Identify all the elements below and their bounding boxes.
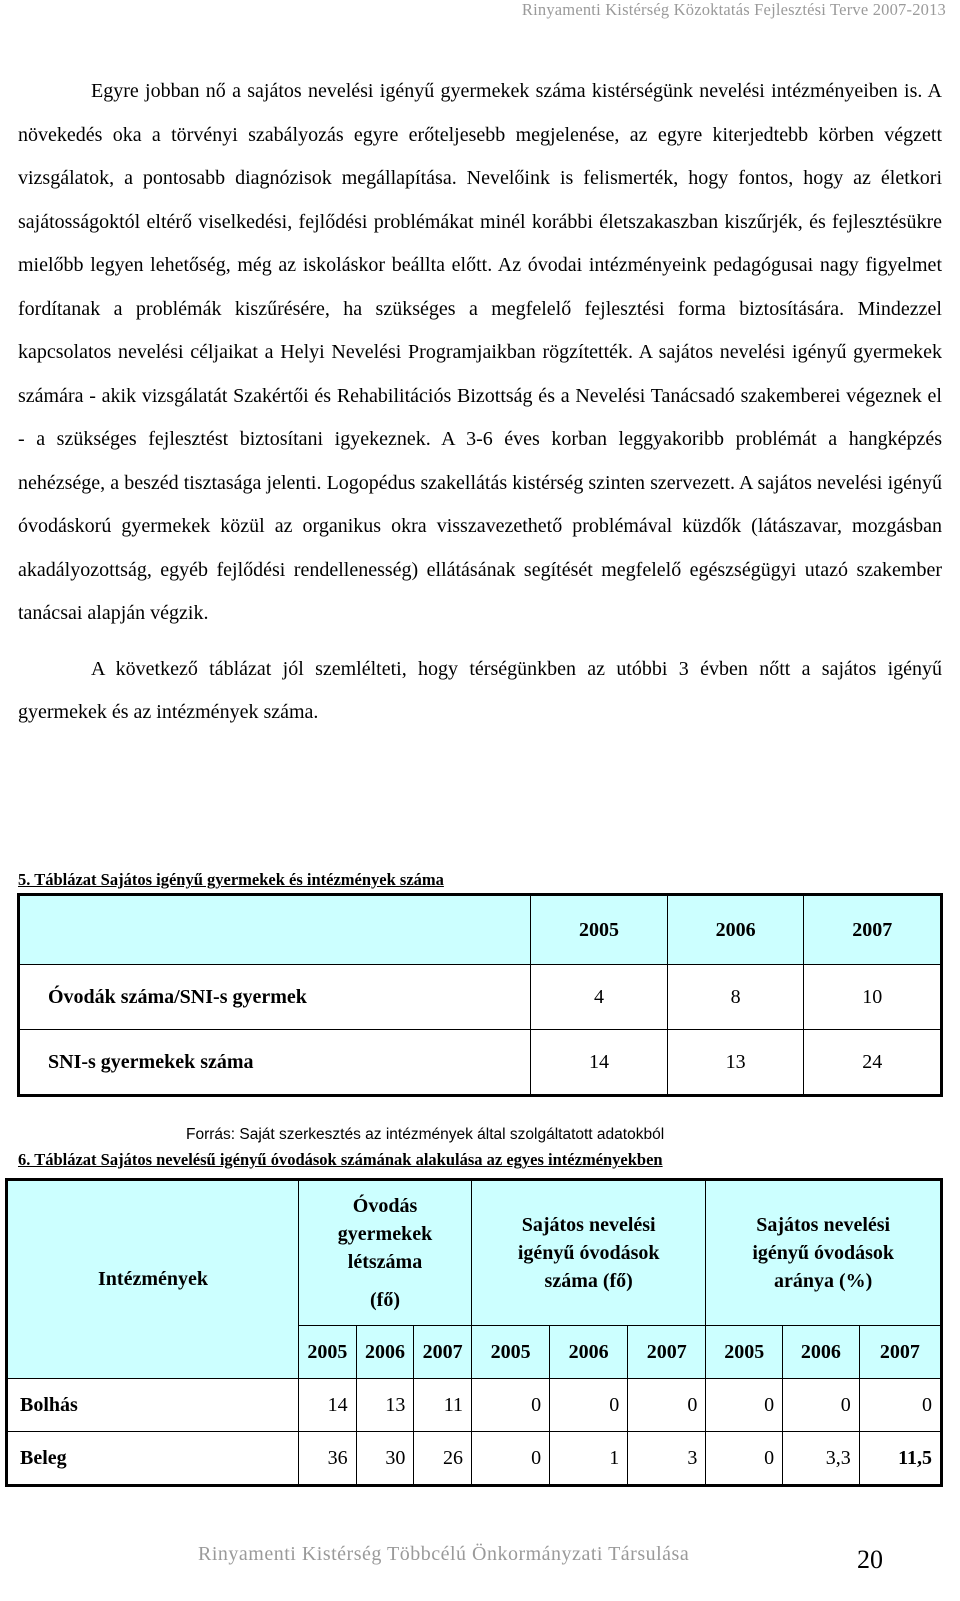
cell-value: 3,3 (783, 1432, 860, 1486)
cell-value: 0 (783, 1379, 860, 1432)
cell-value: 24 (804, 1030, 942, 1096)
table5-caption: 5. Táblázat Sajátos igényű gyermekek és intézmények száma (18, 870, 444, 889)
cell-value: 1 (550, 1432, 628, 1486)
table5 (17, 893, 943, 1097)
year-cell: 2006 (783, 1326, 860, 1379)
group1-title: Óvodás gyermekek létszáma (337, 1195, 433, 1273)
year-cell: 2006 (550, 1326, 628, 1379)
year-cell: 2005 (299, 1326, 357, 1379)
col-header-group3 (706, 1180, 942, 1326)
table-row (19, 965, 942, 1030)
cell-value: 0 (706, 1432, 783, 1486)
cell-value: 0 (472, 1379, 550, 1432)
cell-value: 26 (414, 1432, 472, 1486)
cell-value: 0 (550, 1379, 628, 1432)
group2-title: Sajátos nevelési igényű óvodások száma (fő) (517, 1214, 660, 1292)
row-label: Óvodák száma/SNI-s gyermek (19, 965, 531, 1030)
cell-value: 3 (628, 1432, 706, 1486)
table-row (19, 1030, 942, 1096)
cell-value: 30 (356, 1432, 414, 1486)
body-text (18, 70, 942, 735)
year-cell: 2006 (356, 1326, 414, 1379)
year-cell: 2007 (628, 1326, 706, 1379)
group1-unit: (fő) (370, 1289, 400, 1311)
cell-value: 13 (667, 1030, 804, 1096)
year-cell: 2007 (414, 1326, 472, 1379)
year-cell: 2007 (859, 1326, 941, 1379)
table6 (5, 1178, 943, 1487)
cell-value: 11 (414, 1379, 472, 1432)
cell-value: 10 (804, 965, 942, 1030)
table5-year: 2006 (667, 895, 804, 965)
table5-corner-cell (19, 895, 531, 965)
table-row (7, 1379, 942, 1432)
paragraph-2: A következő táblázat jól szemlélteti, hogy térségünkben az utóbbi 3 évben nőtt a sajátos igényű gyermekek és az intézmények száma. (18, 657, 942, 723)
table6-caption: 6. Táblázat Sajátos nevelésű igényű óvodások számának alakulása az egyes intézményekben (18, 1150, 663, 1169)
year-cell: 2005 (472, 1326, 550, 1379)
cell-value: 0 (859, 1379, 941, 1432)
paragraph-1: Egyre jobban nő a sajátos nevelési igényű gyermekek száma kistérségünk nevelési intézményeiben is. A növekedés oka a törvényi szabályozás egyre erőteljesebb megjelenése, az egyre kiterjedtebb körben végzett vizsgálatok, a pontosabb diagnózisok megállapítása. Nevelőink is felismerték, hogy fontos, hogy az életkori sajátosságoktól eltérő viselkedési, fejlődési problémákat minél korábbi életszakaszban kiszűrjék, és fejlesztésükre mielőbb legyen lehetőség, még az iskoláskor beállta előtt. Az óvodai intézményeink pedagógusai nagy figyelmet fordítanak a problémák kiszűrésére, ha szükséges a megfelelő fejlesztési forma biztosítására. Mindezzel kapcsolatos nevelési céljaikat a Helyi Nevelési Programjaikban rögzítették. A sajátos nevelési igényű gyermekek számára - akik vizsgálatát Szakértői és Rehabilitációs Bizottság és a Nevelési Tanácsadó szakemberei végeznek el - a szükséges fejlesztést biztosítani igyekeznek. A 3-6 éves korban leggyakoribb problémát a hangképzés nehézsége, a beszéd tisztasága jelenti. Logopédus szakellátás kistérség szinten szervezett. A sajátos nevelési igényű óvodáskorú gyermekek közül az organikus okra visszavezethető problémával küzdők (látászavar, mozgásban akadályozottság, egyéb fejlődési rendellenesség) ellátásának segítését megfelelő egészségügyi utazó szakember tanácsai alapján végzik. (18, 80, 942, 624)
cell-value: 13 (356, 1379, 414, 1432)
cell-value: 11,5 (859, 1432, 941, 1486)
col-header-group1 (299, 1180, 472, 1326)
cell-value: 4 (531, 965, 668, 1030)
cell-value: 0 (628, 1379, 706, 1432)
running-header: Rinyamenti Kistérség Közoktatás Fejlesztési Terve 2007-2013 (521, 0, 946, 19)
year-cell: 2005 (706, 1326, 783, 1379)
table-row (7, 1432, 942, 1486)
group3-title: Sajátos nevelési igényű óvodások aránya (%) (752, 1214, 895, 1292)
table5-year: 2005 (531, 895, 668, 965)
table5-year: 2007 (804, 895, 942, 965)
cell-value: 0 (706, 1379, 783, 1432)
table5-header-row (19, 895, 942, 965)
institution-name: Bolhás (7, 1379, 299, 1432)
cell-value: 14 (299, 1379, 357, 1432)
cell-value: 0 (472, 1432, 550, 1486)
running-footer: Rinyamenti Kistérség Többcélú Önkormányzati Társulása (198, 1543, 690, 1565)
col-header-group2 (472, 1180, 706, 1326)
table5-source: Forrás: Saját szerkesztés az intézmények által szolgáltatott adatokból (186, 1126, 665, 1143)
row-label: SNI-s gyermekek száma (19, 1030, 531, 1096)
col-header-institutions: Intézmények (7, 1180, 299, 1379)
page-number: 20 (857, 1545, 883, 1574)
cell-value: 14 (531, 1030, 668, 1096)
cell-value: 8 (667, 965, 804, 1030)
institution-name: Beleg (7, 1432, 299, 1486)
table6-header-row (7, 1180, 942, 1326)
cell-value: 36 (299, 1432, 357, 1486)
